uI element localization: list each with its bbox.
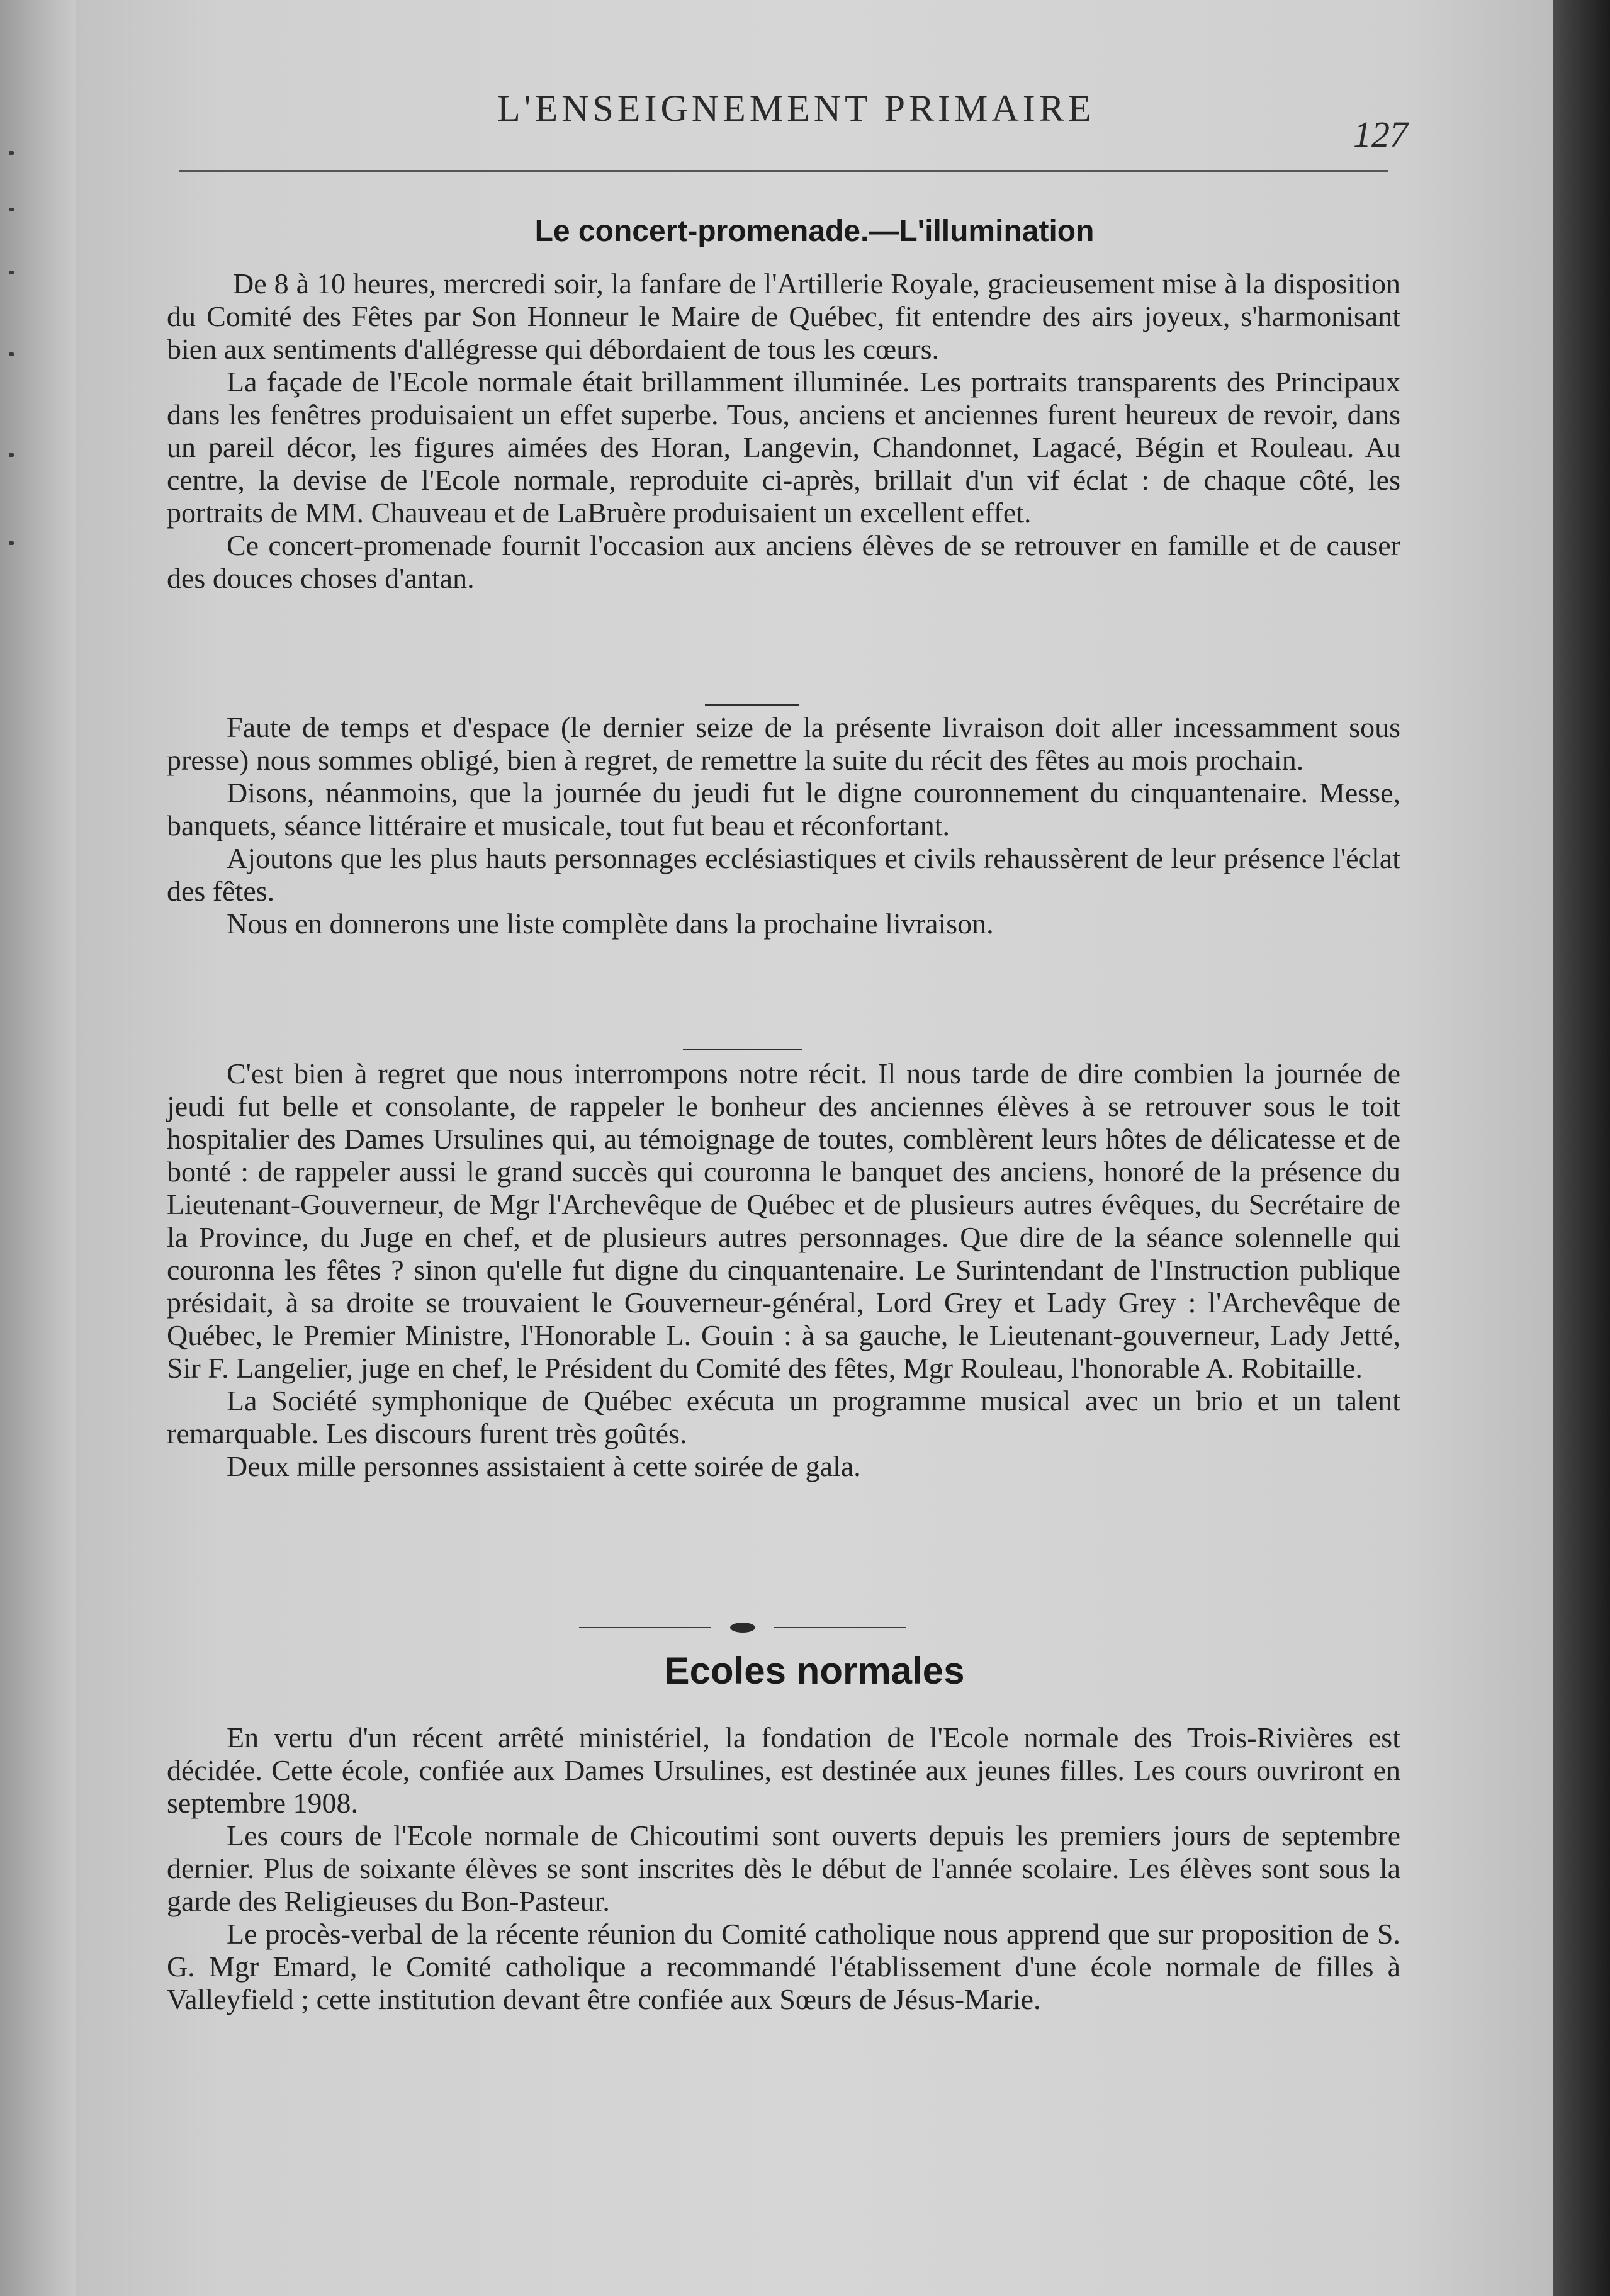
paragraph: Ce concert-promenade fournit l'occasion aux anciens élèves de se retrouver en famille et de causer des douces choses d'antan. [167,529,1400,594]
paragraph: Nous en donnerons une liste complète dans la prochaine livraison. [227,908,994,940]
paragraph: Disons, néanmoins, que la journée du jeudi fut le digne couronnement du cinquantenaire. Messe, banquets, séance littéraire et musicale, tout fut beau et réconfortant. [167,777,1400,841]
separator-rule [705,704,799,706]
header-rule [179,170,1388,172]
ornament-divider [579,1621,906,1634]
section-concert-text [167,267,1400,595]
section-title-ecoles: Ecoles normales [664,1650,965,1692]
paragraph: Le procès-verbal de la récente réunion du Comité catholique nous apprend que sur proposition de S. G. Mgr Emard, le Comité catholique a recommandé l'établissement d'une école normale de filles à Valleyfield ; cette institution devant être confiée aux Sœurs de Jésus-Marie. [167,1918,1400,2015]
paragraph: Deux mille personnes assistaient à cette soirée de gala. [227,1450,861,1482]
paragraph: En vertu d'un récent arrêté ministériel, la fondation de l'Ecole normale des Trois-Rivières est décidée. Cette école, confiée aux Dames Ursulines, est destinée aux jeunes filles. Les cours ouvriront en septembre 1908. [167,1721,1400,1819]
paragraph: Les cours de l'Ecole normale de Chicoutimi sont ouverts depuis les premiers jours de septembre dernier. Plus de soixante élèves se sont inscrites dès le début de l'année scolaire. Les élèves sont sous la garde des Religieuses du Bon-Pasteur. [167,1820,1400,1917]
page-content [76,0,1553,2296]
paragraph: C'est bien à regret que nous interrompons notre récit. Il nous tarde de dire combien la journée de jeudi fut belle et consolante, de rappeler le bonheur des anciennes élèves à se retrouver sous le toit hospitalier des Dames Ursulines qui, au témoignage de toutes, comblèrent leurs hôtes de délicatesse et de bonté : de rappeler aussi le grand succès qui couronna le banquet des anciens, honoré de la présence du Lieutenant-Gouverneur, de Mgr l'Archevêque de Québec et de plusieurs autres évêques, du Secrétaire de la Province, du Juge en chef, et de plusieurs autres personnages. Que dire de la séance solennelle qui couronna les fêtes ? sinon qu'elle fut digne du cinquantenaire. Le Surintendant de l'Instruction publique présidait, à sa droite se trouvaient le Gouverneur-général, Lord Grey et Lady Grey : l'Archevêque de Québec, le Premier Ministre, l'Honorable L. Gouin : à sa gauche, le Lieutenant-gouverneur, Lady Jetté, Sir F. Langelier, juge en chef, le Président du Comité des fêtes, Mgr Rouleau, l'honorable A. Robitaille. [167,1057,1400,1384]
paragraph: Faute de temps et d'espace (le dernier seize de la présente livraison doit aller incessamment sous presse) nous sommes obligé, bien à regret, de remettre la suite du récit des fêtes au mois prochain. [167,711,1400,776]
section-ecoles-text [167,1721,1400,2016]
paragraph: De 8 à 10 heures, mercredi soir, la fanfare de l'Artillerie Royale, gracieusement mise à la disposition du Comité des Fêtes par Son Honneur le Maire de Québec, fit entendre des airs joyeux, s'harmonisant bien aux sentiments d'allégresse qui débordaient de tous les cœurs. [167,267,1400,365]
section-regret-text [167,1057,1400,1483]
page-number: 127 [1353,114,1408,155]
separator-rule [683,1049,802,1050]
paragraph: Ajoutons que les plus hauts personnages ecclésiastiques et civils rehaussèrent de leur présence l'éclat des fêtes. [167,842,1400,907]
running-head: L'ENSEIGNEMENT PRIMAIRE [497,87,1095,129]
left-page-edge [0,0,76,2296]
section-notice-text [167,711,1400,940]
paragraph: La Société symphonique de Québec exécuta un programme musical avec un brio et un talent remarquable. Les discours furent très goûtés. [167,1385,1400,1449]
section-title-concert: Le concert-promenade.—L'illumination [534,215,1095,248]
book-binding-edge [1553,0,1610,2296]
paragraph: La façade de l'Ecole normale était brillamment illuminée. Les portraits transparents des Principaux dans les fenêtres produisaient un effet superbe. Tous, anciens et anciennes furent heureux de revoir, dans un pareil décor, les figures aimées des Horan, Langevin, Chandonnet, Lagacé, Bégin et Rouleau. Au centre, la devise de l'Ecole normale, reproduite ci-après, brillait d'un vif éclat : de chaque côté, les portraits de MM. Chauveau et de LaBruère produisaient un excellent effet. [167,366,1400,529]
